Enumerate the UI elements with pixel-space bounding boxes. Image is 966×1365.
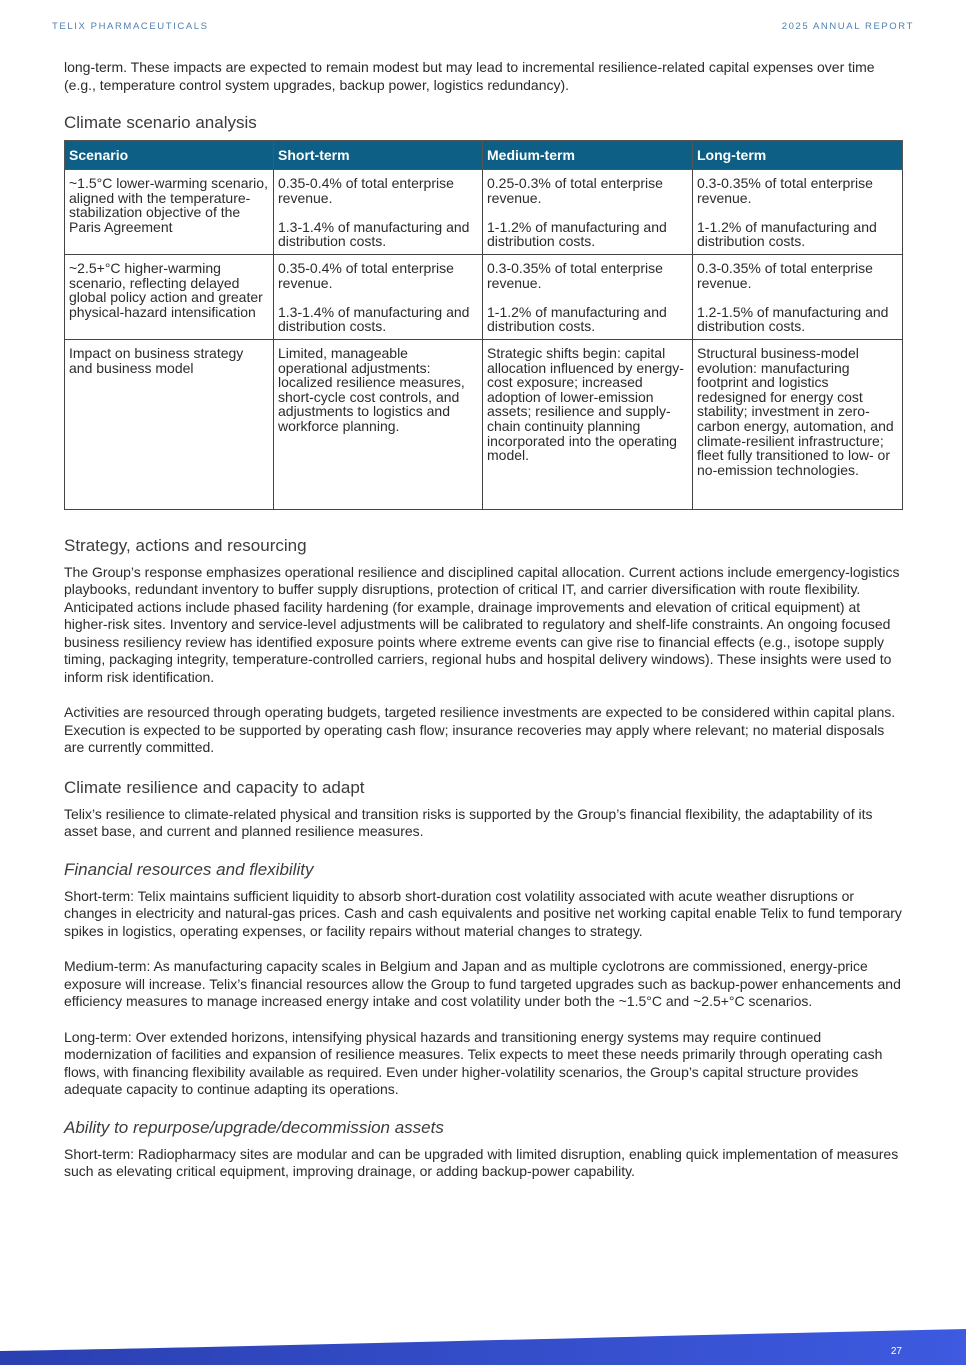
- medium-term-cell: 0.3-0.35% of total enterprise revenue. 1-1.2% of manufacturing and distribution costs.: [483, 254, 693, 339]
- report-title: 2025 ANNUAL REPORT: [781, 21, 914, 32]
- page-number: 27: [890, 1346, 902, 1357]
- page-content: [64, 59, 904, 1181]
- medium-term-cell: 0.25-0.3% of total enterprise revenue. 1-1.2% of manufacturing and distribution costs.: [483, 170, 693, 255]
- col-header-scenario: Scenario: [65, 141, 274, 170]
- table-row: [65, 254, 903, 339]
- long-term-cell: 0.3-0.35% of total enterprise revenue. 1.2-1.5% of manufacturing and distribution costs.: [693, 254, 903, 339]
- company-name: TELIX PHARMACEUTICALS: [52, 21, 209, 32]
- scenario-cell: Impact on business strategy and business model: [65, 339, 274, 509]
- scenario-table: [64, 140, 903, 510]
- financial-short-term: Short-term: Telix maintains sufficient liquidity to absorb short-duration cost volatility associated with acute weather disruptions or changes in electricity and natural-gas prices. Cash and cash equivalents and positive net working capital enable Telix to fund temporary spikes in logistics, operating expenses, or facility repairs without material changes to strategy.: [64, 887, 902, 939]
- intro-paragraph: long-term. These impacts are expected to remain modest but may lead to incremental resilience-related capital expenses over time (e.g., temperature control system upgrades, backup power, logistics redundancy).: [64, 59, 875, 93]
- long-term-cell: 0.3-0.35% of total enterprise revenue. 1-1.2% of manufacturing and distribution costs.: [693, 170, 903, 255]
- resilience-paragraph: Telix’s resilience to climate-related physical and transition risks is supported by the Group’s financial flexibility, the adaptability of its asset base, and current and planned resilience measures.: [64, 805, 873, 840]
- financial-heading: Financial resources and flexibility: [64, 859, 314, 879]
- table-header-row: [65, 141, 903, 170]
- strategy-paragraph-2: Activities are resourced through operating budgets, targeted resilience investments are expected to be considered within capital plans. Execution is expected to be supported by operating cash flow; insurance recoveries may apply where relevant; no material disposals are currently committed.: [64, 704, 896, 756]
- assets-heading: Ability to repurpose/upgrade/decommission assets: [64, 1117, 444, 1137]
- short-term-cell: 0.35-0.4% of total enterprise revenue. 1.3-1.4% of manufacturing and distribution costs.: [274, 170, 483, 255]
- medium-term-cell: Strategic shifts begin: capital allocation influenced by energy-cost exposure; increased adoption of lower-emission assets; resilience and supply-chain continuity planning incorporated into the operating model.: [483, 339, 693, 509]
- scenario-heading: Climate scenario analysis: [64, 113, 257, 132]
- long-term-cell: Structural business-model evolution: manufacturing footprint and logistics redesigned for energy cost stability; investment in zero-carbon energy, automation, and climate-resilient infrastructure; fleet fully transitioned to low- or no-emission technologies.: [693, 339, 903, 509]
- col-header-long: Long-term: [693, 141, 903, 170]
- page-header: [52, 21, 914, 35]
- short-term-cell: Limited, manageable operational adjustments: localized resilience measures, short-cycle cost controls, and adjustments to logistics and workforce planning.: [274, 339, 483, 509]
- financial-medium-term: Medium-term: As manufacturing capacity scales in Belgium and Japan and as multiple cyclotrons are commissioned, energy-price exposure will increase. Telix’s financial resources allow the Group to fund targeted upgrades such as backup-power enhancements and efficiency measures to manage increased energy intake and cost volatility under both the ~1.5°C and ~2.5+°C scenarios.: [64, 958, 901, 1010]
- table-row: [65, 170, 903, 255]
- financial-long-term: Long-term: Over extended horizons, intensifying physical hazards and transitioning energy systems may require continued modernization of facilities and expansion of resilience measures. Telix expects to meet these needs primarily through operating cash flows, with financing flexibility available as required. Even under higher-volatility scenarios, the Group’s capital structure provides adequate capacity to continue adapting its operations.: [64, 1028, 883, 1098]
- col-header-short: Short-term: [274, 141, 483, 170]
- col-header-medium: Medium-term: [483, 141, 693, 170]
- table-row-impact: [65, 339, 903, 509]
- scenario-cell: ~2.5+°C higher-warming scenario, reflecting delayed global policy action and greater physical-hazard intensification: [65, 254, 274, 339]
- strategy-heading: Strategy, actions and resourcing: [64, 535, 307, 555]
- resilience-heading: Climate resilience and capacity to adapt: [64, 777, 365, 797]
- assets-short-term: Short-term: Radiopharmacy sites are modular and can be upgraded with limited disruption, enabling quick implementation of measures such as elevating critical equipment, improving drainage, or adding backup-power capability.: [64, 1145, 899, 1180]
- footer-wave-decoration: [0, 1325, 966, 1365]
- short-term-cell: 0.35-0.4% of total enterprise revenue. 1.3-1.4% of manufacturing and distribution costs.: [274, 254, 483, 339]
- strategy-paragraph-1: The Group’s response emphasizes operational resilience and disciplined capital allocation. Current actions include emergency-logistics playbooks, redundant inventory to buffer supply disruptions, protection of critical IT, and carrier diversification with route flexibility. Anticipated actions include phased facility hardening (for example, drainage improvements and elevation of critical equipment) at higher-risk sites. Inventory and service-level adjustments will be calibrated to regulatory and shelf-life constraints. An ongoing focused business resiliency review has identified exposure points where extreme events can give rise to financial effects (e.g., isotope supply timing, packaging integrity, temperature-controlled carriers, regional hubs and hospital delivery windows). These insights were used to inform risk identification.: [64, 563, 900, 685]
- scenario-cell: ~1.5°C lower-warming scenario, aligned with the temperature-stabilization objective of the Paris Agreement: [65, 170, 274, 255]
